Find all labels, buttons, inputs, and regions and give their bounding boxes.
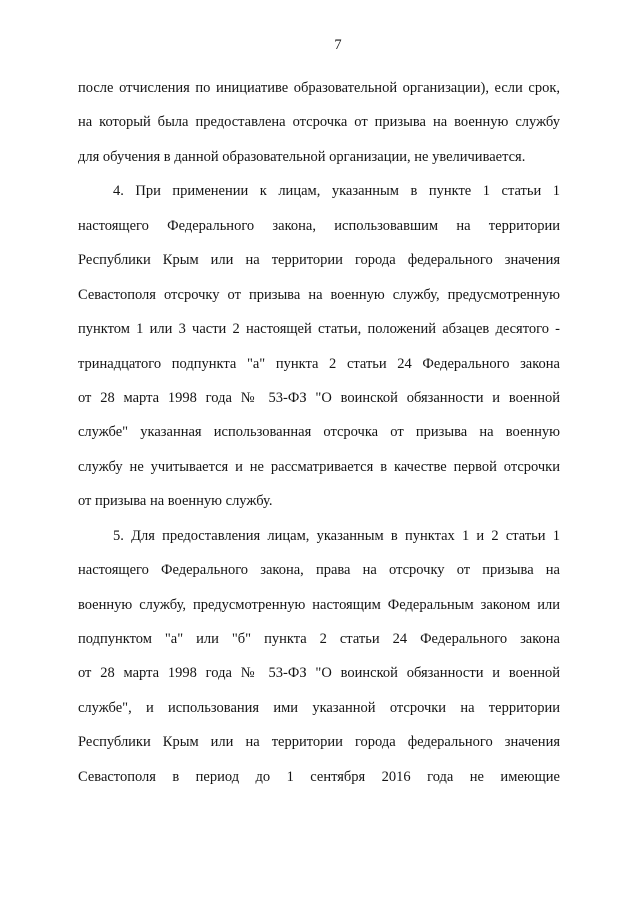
text-line: на который была предоставлена отсрочка от призыва на военную службу [78,114,560,131]
text-line: после отчисления по инициативе образовательной организации), если срок, [78,80,560,96]
text-line: службу не учитывается и не рассматривается в качестве первой отсрочки [78,458,560,475]
text-line: 5. Для предоставления лицам, указанным в пунктах 1 и 2 статьи 1 [113,527,560,544]
text-line: Севастополя отсрочку от призыва на военную службу, предусмотренную [78,286,560,303]
text-line: настоящего Федерального закона, права на отсрочку от призыва на [78,562,560,579]
text-line: службе", и использования ими указанной отсрочки на территории [78,699,560,716]
text-line: от призыва на военную службу. [78,493,273,510]
text-line: 4. При применении к лицам, указанным в пункте 1 статьи 1 [113,183,560,200]
text-line: от 28 марта 1998 года № 53-ФЗ "О воинской обязанности и военной [78,389,560,406]
text-line: от 28 марта 1998 года № 53-ФЗ "О воинской обязанности и военной [78,665,560,682]
paragraph-5 [78,519,560,795]
text-line: пунктом 1 или 3 части 2 настоящей статьи, положений абзацев десятого - [78,321,560,338]
text-line: службе" указанная использованная отсрочка от призыва на военную [78,424,560,441]
text-line: Республики Крым или на территории города федерального значения [78,734,560,751]
text-line: подпунктом "а" или "б" пункта 2 статьи 24 Федерального закона [78,631,560,647]
document-body [78,71,560,794]
paragraph-4 [78,174,560,518]
page-number: 7 [334,37,342,53]
text-line: Севастополя в период до 1 сентября 2016 года не имеющие [78,768,560,785]
paragraph-continued [78,71,560,174]
text-line: тринадцатого подпункта "а" пункта 2 статьи 24 Федерального закона [78,355,560,372]
text-line: настоящего Федерального закона, использовавшим на территории [78,217,560,234]
text-line: военную службу, предусмотренную настоящим Федеральным законом или [78,596,560,613]
text-line: Республики Крым или на территории города федерального значения [78,252,560,269]
text-line: для обучения в данной образовательной организации, не увеличивается. [78,148,526,165]
